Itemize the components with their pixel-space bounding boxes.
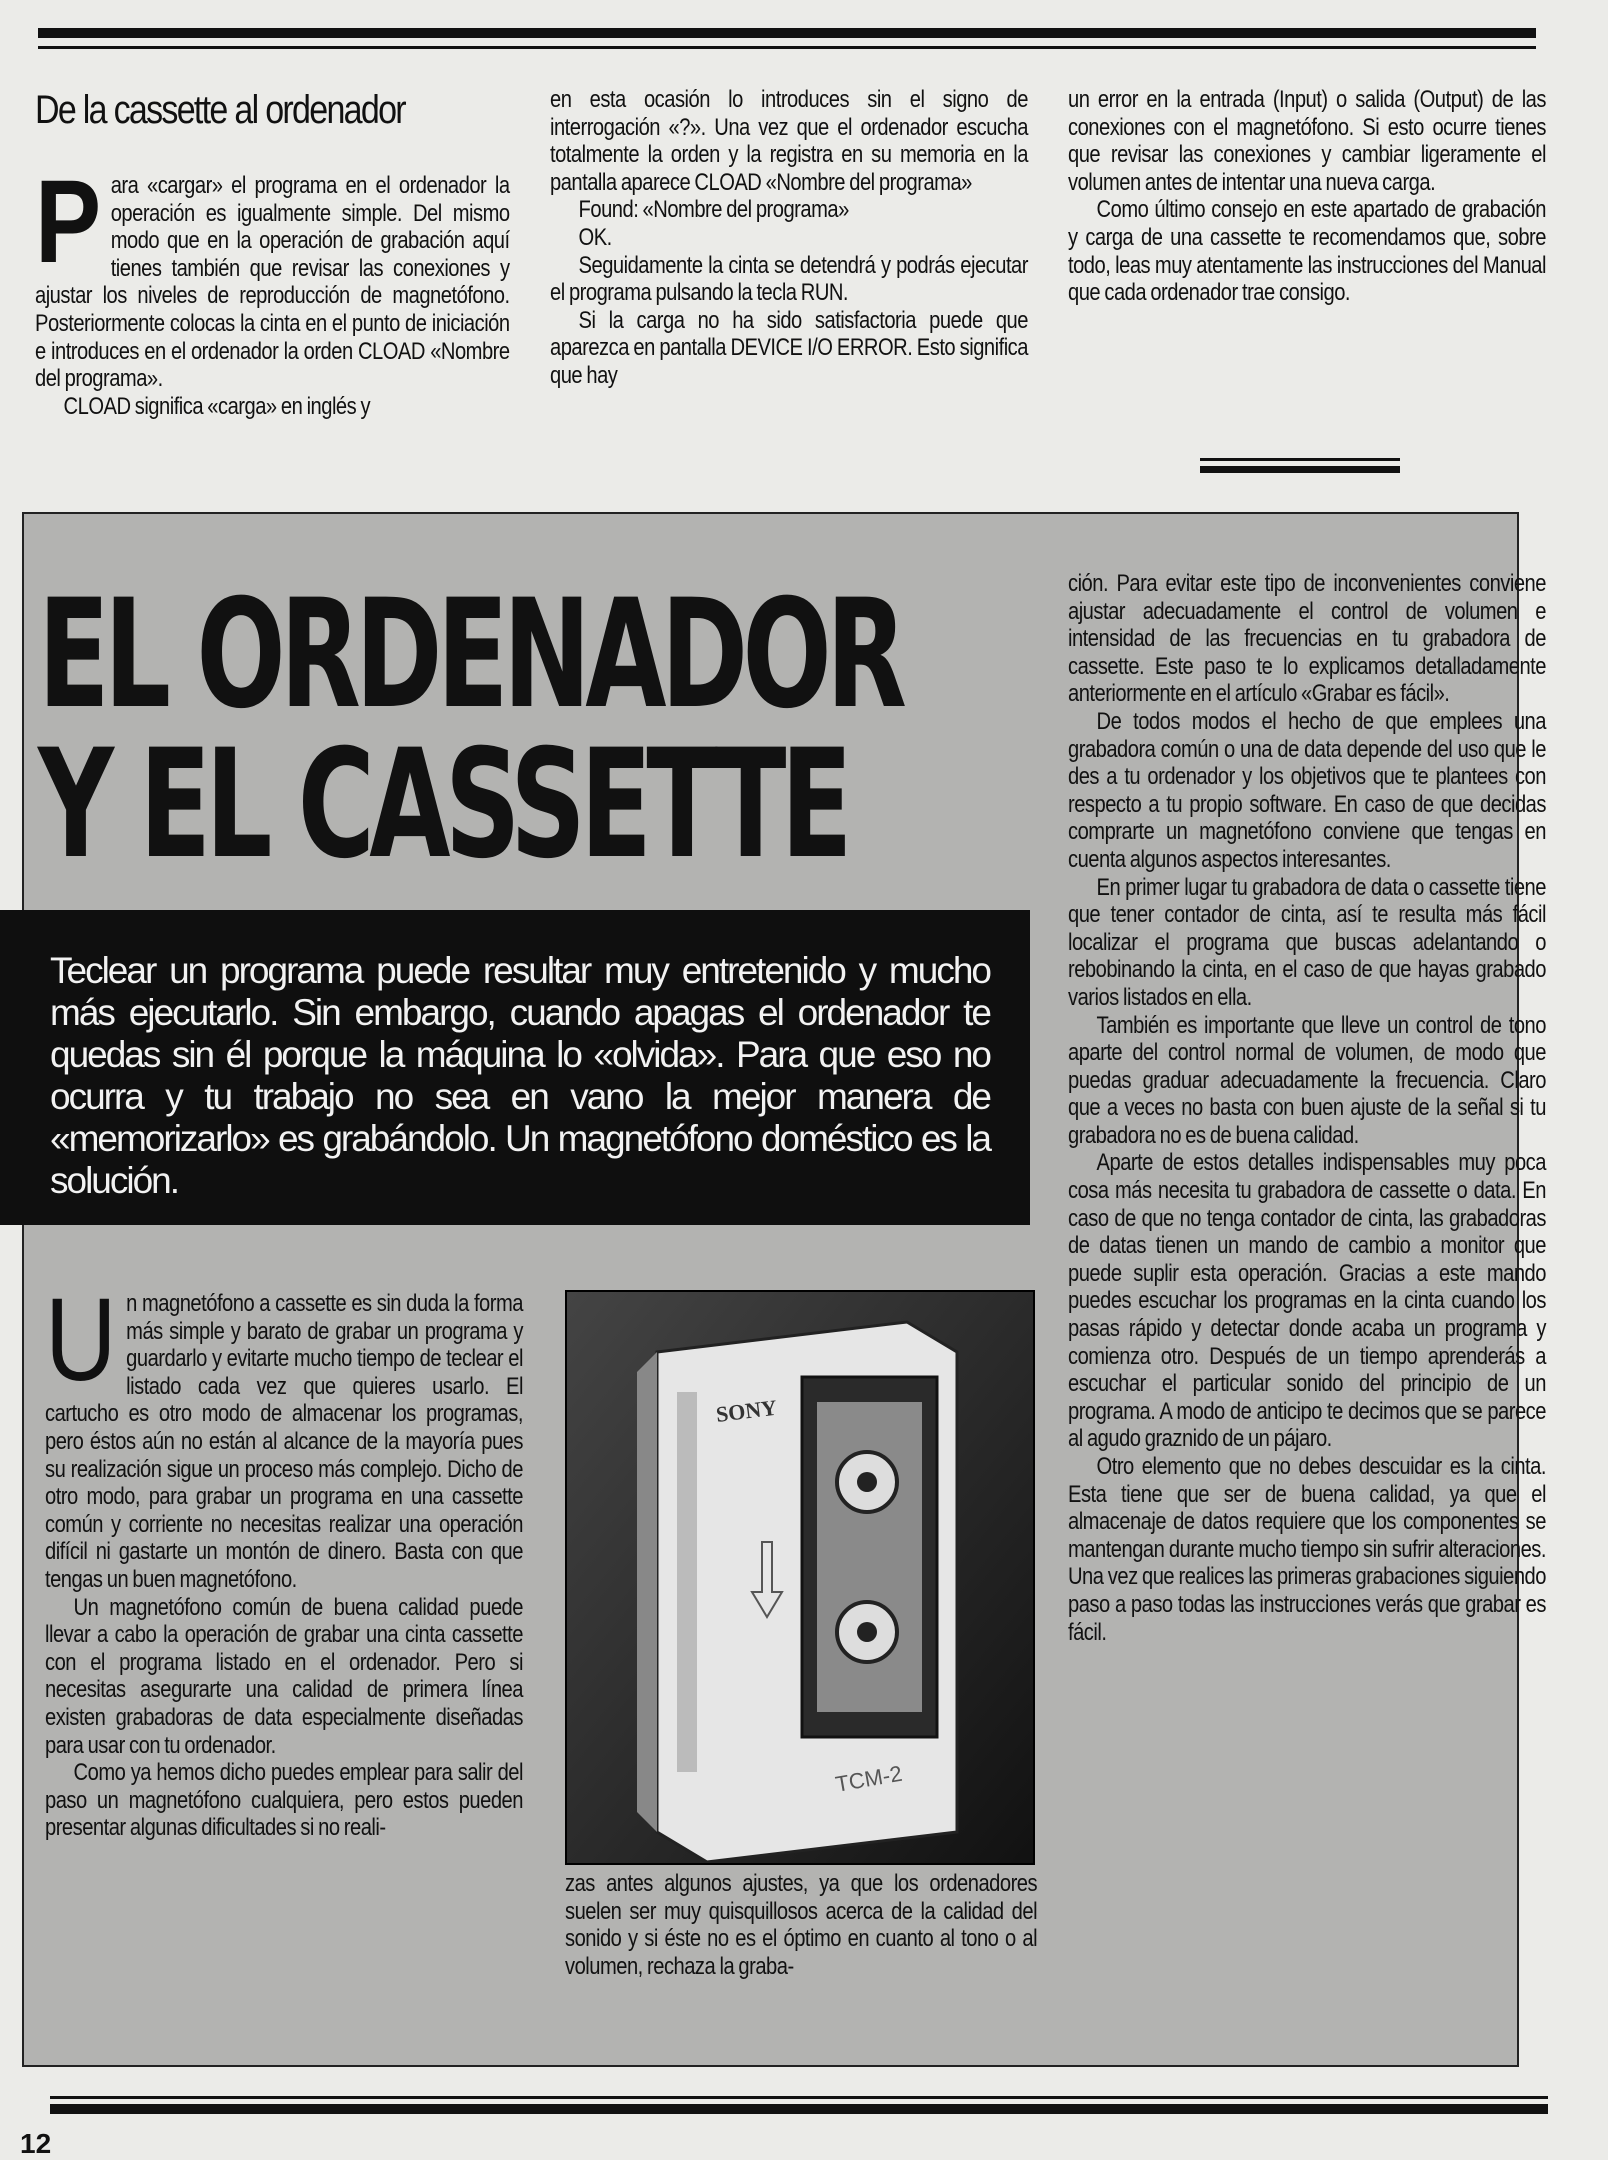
article-title-line-2: Y EL CASSETTE xyxy=(38,718,847,892)
bottom-rule-thin xyxy=(50,2096,1548,2099)
paragraph: Otro elemento que no debes descuidar es la cinta. Esta tiene que ser de buena calidad, ya que el almacenaje de datos requiere que los componentes se mantengan durante mucho tiempo sin sufrir alteraciones. Una vez que realices las primeras grabaciones siguiendo paso a paso todas las instrucciones verás que grabar es fácil. xyxy=(1068,1453,1546,1646)
paragraph: ción. Para evitar este tipo de inconvenientes conviene ajustar adecuadamente el control de volumen e intensidad de las frecuencias en tu grabadora de cassette. Este paso te lo explicamos detalladamente anteriormente en el artículo «Grabar es fácil». xyxy=(1068,570,1546,708)
top-rule-thick xyxy=(38,28,1536,38)
paragraph: OK. xyxy=(578,223,612,251)
paragraph: en esta ocasión lo introduces sin el signo de interrogación «?». Una vez que el ordenador escucha totalmente la orden y la registra en su memoria en la pantalla aparece CLOAD «Nombre del programa» xyxy=(550,86,1028,196)
page-number: 12 xyxy=(20,2128,52,2159)
paragraph: Found: «Nombre del programa» xyxy=(578,196,849,224)
paragraph: zas antes algunos ajustes, ya que los ordenadores suelen ser muy quisquillosos acerca de la calidad del sonido y si éste no es el óptimo en cuanto al tono o al volumen, rechaza la graba- xyxy=(565,1870,1038,1980)
cassette-player-illustration xyxy=(567,1292,1035,1865)
bottom-rule-thick xyxy=(50,2104,1548,2114)
section-end-rule xyxy=(1200,458,1400,461)
paragraph: Como último consejo en este apartado de grabación y carga de una cassette te recomendamos que, sobre todo, leas muy atentamente las instrucciones del Manual que cada ordenador trae consigo. xyxy=(1068,196,1546,307)
paragraph: También es importante que lleve un control de tono aparte del control normal de volumen, de modo que puedas graduar adecuadamente la frecuencia. Claro que a veces no basta con buen ajuste de la señal si tu grabadora no es de buena calidad. xyxy=(1068,1011,1546,1149)
drop-cap: U xyxy=(45,1274,117,1406)
paragraph: n magnetófono a cassette es sin duda la forma más simple y barato de grabar un programa y guardarlo y evitarte mucho tiempo de teclear el listado cada vez que quieres usarlo. El cartucho es otro modo de almacenar los programas, pero éstos aún no están al alcance de la mayoría pues su realización sigue un proceso más complejo. Dicho de otro modo, para grabar un programa en una cassette común y corriente no necesitas realizar una operación difícil ni gastarte un montón de dinero. Basta con que tengas un buen magnetófono. xyxy=(45,1290,523,1593)
model-label: TCM-2 xyxy=(833,1760,905,1797)
article-title-line-1: EL ORDENADOR xyxy=(38,568,902,742)
section-heading: De la cassette al ordenador xyxy=(35,88,405,132)
paragraph: De todos modos el hecho de que emplees una grabadora común o una de data depende del uso que le des a tu ordenador y los objetivos que te plantees con respecto a tu propio software. En caso de que decidas comprarte un magnetófono conviene que tengas en cuenta algunos aspectos interesantes. xyxy=(1068,707,1546,873)
article-column-2 xyxy=(565,1870,1037,1980)
paragraph: Como ya hemos dicho puedes emplear para salir del paso un magnetófono cualquiera, pero estos pueden presentar algunas dificultades si no reali- xyxy=(45,1759,523,1842)
paragraph: ara «cargar» el programa en el ordenador la operación es igualmente simple. Del mismo modo que en la operación de grabación aquí tienes también que revisar las conexiones y ajustar los niveles de reproducción de magnetófono. Posteriormente colocas la cinta en el punto de iniciación e introduces en el ordenador la orden CLOAD «Nombre del programa». xyxy=(35,172,510,393)
paragraph: un error en la entrada (Input) o salida (Output) de las conexiones con el magnetófono. Si esto ocurre tienes que revisar las conexiones y cambiar ligeramente el volumen antes de intentar una nueva carga. xyxy=(1068,86,1546,196)
article-column-3 xyxy=(1068,570,1546,1646)
cassette-player-photo xyxy=(565,1290,1035,1865)
paragraph: En primer lugar tu grabadora de data o cassette tiene que tener contador de cinta, así te resulta más fácil localizar el programa que buscas adelantando o rebobinando la cinta, en el caso de que hayas grabado varios listados en ella. xyxy=(1068,873,1546,1011)
paragraph: CLOAD significa «carga» en inglés y xyxy=(63,392,371,420)
top-column-1 xyxy=(35,156,510,420)
paragraph: Seguidamente la cinta se detendrá y podrás ejecutar el programa pulsando la tecla RUN. xyxy=(550,251,1028,307)
paragraph: Aparte de estos detalles indispensables muy poca cosa más necesita tu grabadora de cassette o data. En caso de que no tenga contador de cinta, las grabadoras de datas tienen un mando de cambio a monitor que puede suplir esta operación. Gracias a este mando puedes escuchar los programas en la cinta cuando los pasas rápido y detectar donde acaba un programa y comienza otro. Después de un tiempo aprenderás a escuchar el particular sonido del principio de un programa. A modo de anticipo te decimos que se parece al agudo graznido de un pájaro. xyxy=(1068,1149,1546,1453)
section-end-rule xyxy=(1200,466,1400,473)
paragraph: Si la carga no ha sido satisfactoria puede que aparezca en pantalla DEVICE I/O ERROR. Esto significa que hay xyxy=(550,306,1028,389)
lead-text: Teclear un programa puede resultar muy entretenido y mucho más ejecutarlo. Sin embargo, cuando apagas el ordenador te quedas sin él porque la máquina lo «olvida». Para que eso no ocurra y tu trabajo no sea en vano la mejor manera de «memorizarlo» es grabándolo. Un magnetófono doméstico es la solución. xyxy=(50,950,990,1201)
top-column-2 xyxy=(550,86,1028,390)
top-rule-thin xyxy=(38,46,1536,49)
drop-cap: P xyxy=(35,156,101,288)
top-column-3 xyxy=(1068,86,1546,307)
brand-logo: SONY xyxy=(714,1394,779,1427)
paragraph: Un magnetófono común de buena calidad puede llevar a cabo la operación de grabar una cinta cassette con el programa listado en el ordenador. Pero si necesitas asegurarte una calidad de primera línea existen grabadoras de data especialmente diseñadas para usar con tu ordenador. xyxy=(45,1593,523,1759)
article-column-1 xyxy=(45,1274,523,1842)
